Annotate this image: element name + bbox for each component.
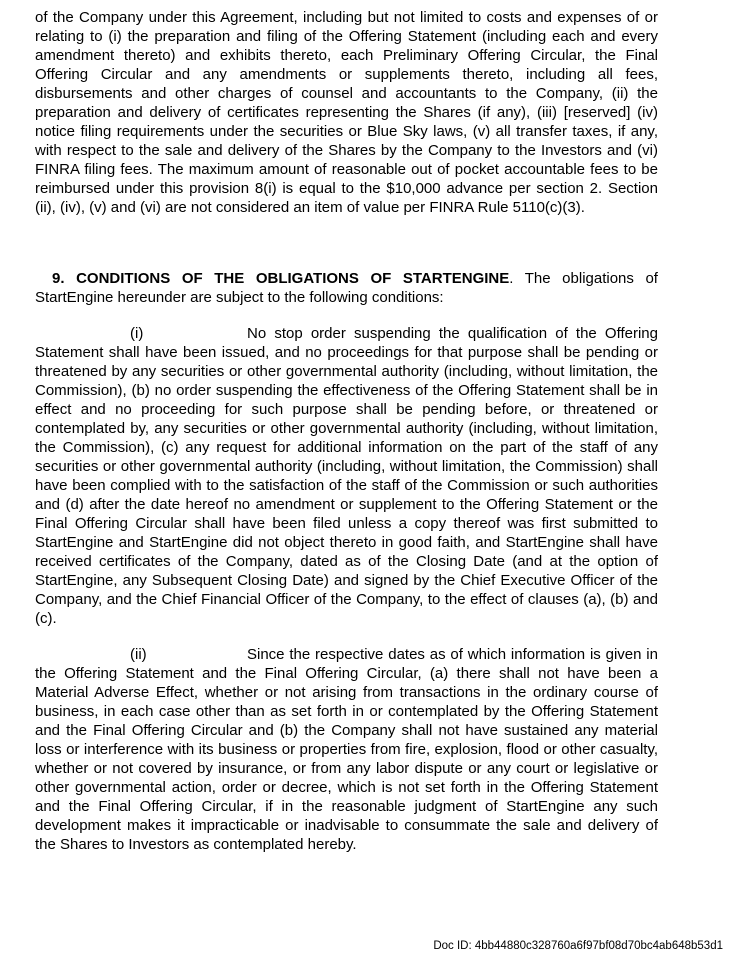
section-9-heading-paragraph: [35, 269, 658, 307]
clause-i-text: No stop order suspending the qualification of the Offering Statement shall have been issued, and no proceedings for that purpose shall be pending or threatened by any securities or other governmental authority (including, without limitation, the Commission), (b) no order suspending the effectiveness of the Offering Statement shall be in effect and no proceeding for such purpose shall be pending before, or threatened or contemplated by, any securities or other governmental authority (including, without limitation, the Commission), (c) any request for additional information on the part of the staff of any securities or other governmental authority (including, without limitation, the Commission) shall have been complied with to the satisfaction of the staff of the Commission or such authorities and (d) after the date hereof no amendment or supplement to the Offering Statement or the Final Offering Circular shall have been filed unless a copy thereof was first submitted to StartEngine and StartEngine did not object thereto in good faith, and StartEngine shall have received certificates of the Company, dated as of the Closing Date (and at the option of StartEngine, any Subsequent Closing Date) and signed by the Chief Executive Officer of the Company, and the Chief Financial Officer of the Company, to the effect of clauses (a), (b) and (c).: [35, 325, 658, 627]
clause-i-label: (i): [130, 325, 144, 342]
clause-ii-paragraph: [35, 645, 658, 854]
section-9-heading-rest: . The obligations of StartEngine hereunder are subject to the following conditions:: [35, 270, 658, 306]
section-9-heading: 9. CONDITIONS OF THE OBLIGATIONS OF STARTENGINE: [52, 270, 510, 287]
clause-ii-label: (ii): [130, 646, 147, 663]
page-content: [35, 8, 658, 854]
clause-i-paragraph: [35, 324, 658, 628]
continuation-paragraph: of the Company under this Agreement, including but not limited to costs and expenses of or relating to (i) the preparation and filing of the Offering Statement (including each and every amendment thereto) and exhibits thereto, each Preliminary Offering Circular, the Final Offering Circular and any amendments or supplements thereto, including all fees, disbursements and other charges of counsel and accountants to the Company, (ii) the preparation and delivery of certificates representing the Shares (if any), (iii) [reserved] (iv) notice filing requirements under the securities or Blue Sky laws, (v) all transfer taxes, if any, with respect to the sale and delivery of the Shares by the Company to the Investors and (vi) FINRA filing fees. The maximum amount of reasonable out of pocket accountable fees to be reimbursed under this provision 8(i) is equal to the $10,000 advance per section 2. Section (ii), (iv), (v) and (vi) are not considered an item of value per FINRA Rule 5110(c)(3).: [35, 9, 658, 216]
doc-id-footer: Doc ID: 4bb44880c328760a6f97bf08d70bc4ab648b53d1: [433, 940, 723, 952]
clause-ii-text: Since the respective dates as of which information is given in the Offering Statement and the Final Offering Circular, (a) there shall not have been a Material Adverse Effect, whether or not arising from transactions in the ordinary course of business, in each case other than as set forth in or contemplated by the Offering Statement and the Final Offering Circular and (b) the Company shall not have sustained any material loss or interference with its business or properties from fire, explosion, flood or other casualty, whether or not covered by insurance, or from any labor dispute or any court or legislative or other governmental action, order or decree, which is not set forth in the Offering Statement and the Final Offering Circular, if in the reasonable judgment of StartEngine any such development makes it impracticable or inadvisable to consummate the sale and delivery of the Shares to Investors as contemplated hereby.: [35, 646, 658, 853]
